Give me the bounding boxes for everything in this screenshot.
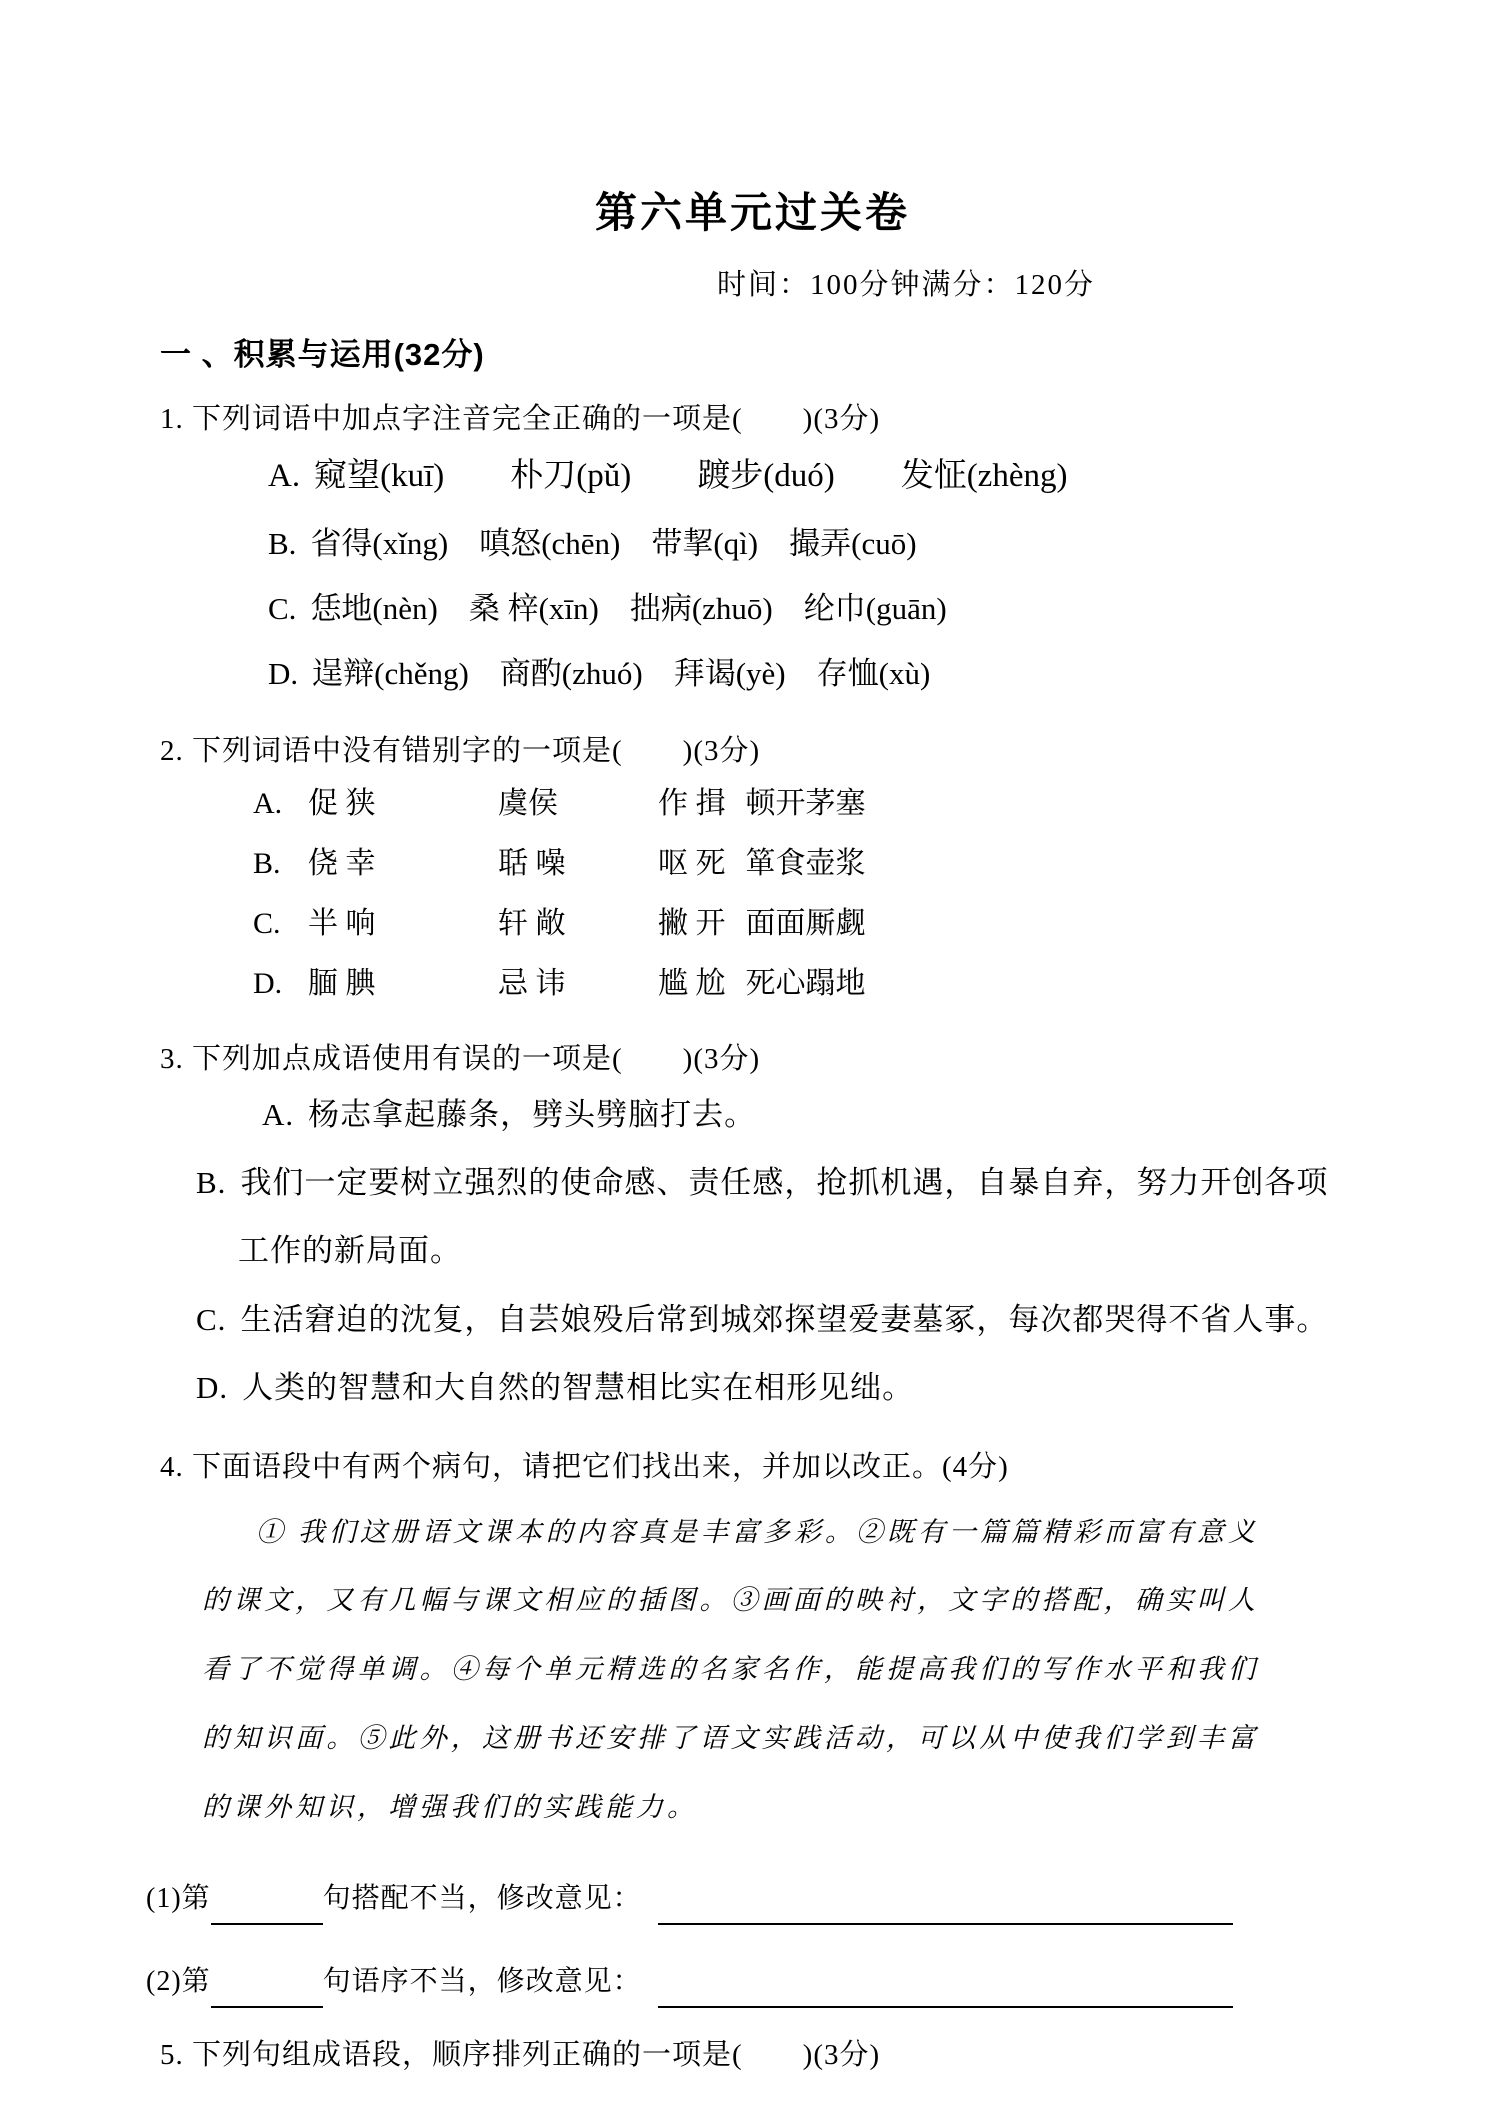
option-label: C. [253,906,281,940]
answer-line-2 [146,1955,1345,2008]
word: 作 揖 [658,786,726,820]
option-text: 我们一定要树立强烈的使命感、责任感，抢抓机遇，自暴自弃，努力开创各项工作的新局面。 [238,1165,1329,1269]
option-text: 恁地(nèn) 桑 梓(xīn) 拙病(zhuō) 纶巾(guān) [310,590,947,626]
option-label: C. [196,1301,227,1337]
word: 呕 死 [658,846,726,880]
question-1-option-d [268,641,1345,706]
option-text: 人类的智慧和大自然的智慧相比实在相形见绌。 [242,1369,915,1405]
question-2-options [253,774,1345,1014]
word: 虞侯 [498,786,558,820]
option-label: B. [196,1165,227,1201]
option-label: A. [268,457,301,494]
word: 箪食壶浆 [745,846,866,880]
question-3-option-b [196,1149,1345,1285]
word: 忌 讳 [498,966,566,1000]
question-1-option-c [268,576,1345,641]
question-3-option-d [196,1354,1345,1422]
option-label: B. [253,846,281,880]
exam-meta: 时间：100分钟满分：120分 [716,269,1095,301]
question-3-option-c [196,1286,1345,1354]
option-label: A. [253,786,283,820]
option-label: D. [196,1369,229,1405]
question-2-option-a [253,774,1345,834]
question-5 [160,2034,1345,2078]
option-text: 杨志拿起藤条，劈头劈脑打去。 [308,1097,757,1133]
answer-blank-correction-1[interactable] [658,1892,1233,1925]
answer-blank-correction-2[interactable] [658,1975,1233,2008]
question-3-option-a [262,1081,1345,1149]
answer-line-1-prefix: (1)第 [146,1882,211,1914]
word: 轩 敞 [498,906,566,940]
answer-blank-sentence-number-2[interactable] [211,1975,323,2008]
answer-line-2-prefix: (2)第 [146,1965,211,1997]
word: 撇 开 [658,906,726,940]
question-1-options [268,442,1345,707]
question-2 [160,730,1345,1014]
word: 顿开茅塞 [745,786,866,820]
option-label: B. [268,525,297,561]
question-3-options [196,1081,1345,1422]
question-2-stem: 2. 下列词语中没有错别字的一项是( )(3分) [160,735,761,768]
question-2-option-b [253,834,1345,894]
question-2-option-c [253,894,1345,954]
word-group [658,774,866,834]
answer-line-1 [146,1872,1345,1925]
question-4-stem: 4. 下面语段中有两个病句，请把它们找出来，并加以改正。(4分) [160,1451,1009,1484]
question-1 [160,398,1345,706]
question-1-option-b [268,511,1345,576]
word: 死心蹋地 [745,966,866,1000]
answer-line-2-label: 句语序不当，修改意见： [322,1965,642,1997]
word: 尴 尬 [658,966,726,1000]
page-title: 第六单元过关卷 [594,191,910,237]
option-label: C. [268,590,297,626]
question-4 [146,1446,1345,2008]
word: 促 狭 [308,786,376,820]
word: 面面厮觑 [745,906,866,940]
question-5-stem: 5. 下列句组成语段，顺序排列正确的一项是( )(3分) [160,2039,881,2072]
option-text: 生活窘迫的沈复，自芸娘殁后常到城郊探望爱妻墓冢，每次都哭得不省人事。 [240,1301,1329,1337]
option-label: D. [268,655,299,691]
word-group [658,834,866,894]
option-label: D. [253,966,283,1000]
word-group [658,894,866,954]
word: 腼 腆 [308,966,376,1000]
word: 聒 噪 [498,846,566,880]
option-text: 省得(xǐng) 嗔怒(chēn) 带挈(qì) 撮弄(cuō) [310,525,917,561]
question-1-option-a [268,442,1345,511]
question-3-stem: 3. 下列加点成语使用有误的一项是( )(3分) [160,1042,761,1075]
question-4-passage: ① 我们这册语文课本的内容真是丰富多彩。②既有一篇篇精彩而富有意义的课文，又有几幅与课文相应的插图。③画面的映衬，文字的搭配，确实叫人看了不觉得单调。④每个单元精选的名家名作，能提高我们的写作水平和我们的知识面。⑤此外，这册书还安排了语文实践活动，可以从中使我们学到丰富的课外知识，增强我们的实践能力。 [202,1516,1259,1822]
word: 侥 幸 [308,846,376,880]
option-text: 窥望(kuī) 朴刀(pǔ) 踱步(duó) 发怔(zhèng) [314,457,1068,494]
question-3 [160,1038,1345,1422]
word: 半 响 [308,906,376,940]
answer-line-1-label: 句搭配不当，修改意见： [322,1882,642,1914]
answer-blank-sentence-number-1[interactable] [211,1892,323,1925]
section-heading: 一 、积累与运用(32分) [160,337,485,372]
question-1-stem: 1. 下列词语中加点字注音完全正确的一项是( )(3分) [160,403,881,435]
option-text: 逞辩(chěng) 商酌(zhuó) 拜谒(yè) 存恤(xù) [312,655,931,691]
option-label: A. [262,1097,295,1133]
word-group [658,954,866,1014]
question-2-option-d [253,954,1345,1014]
